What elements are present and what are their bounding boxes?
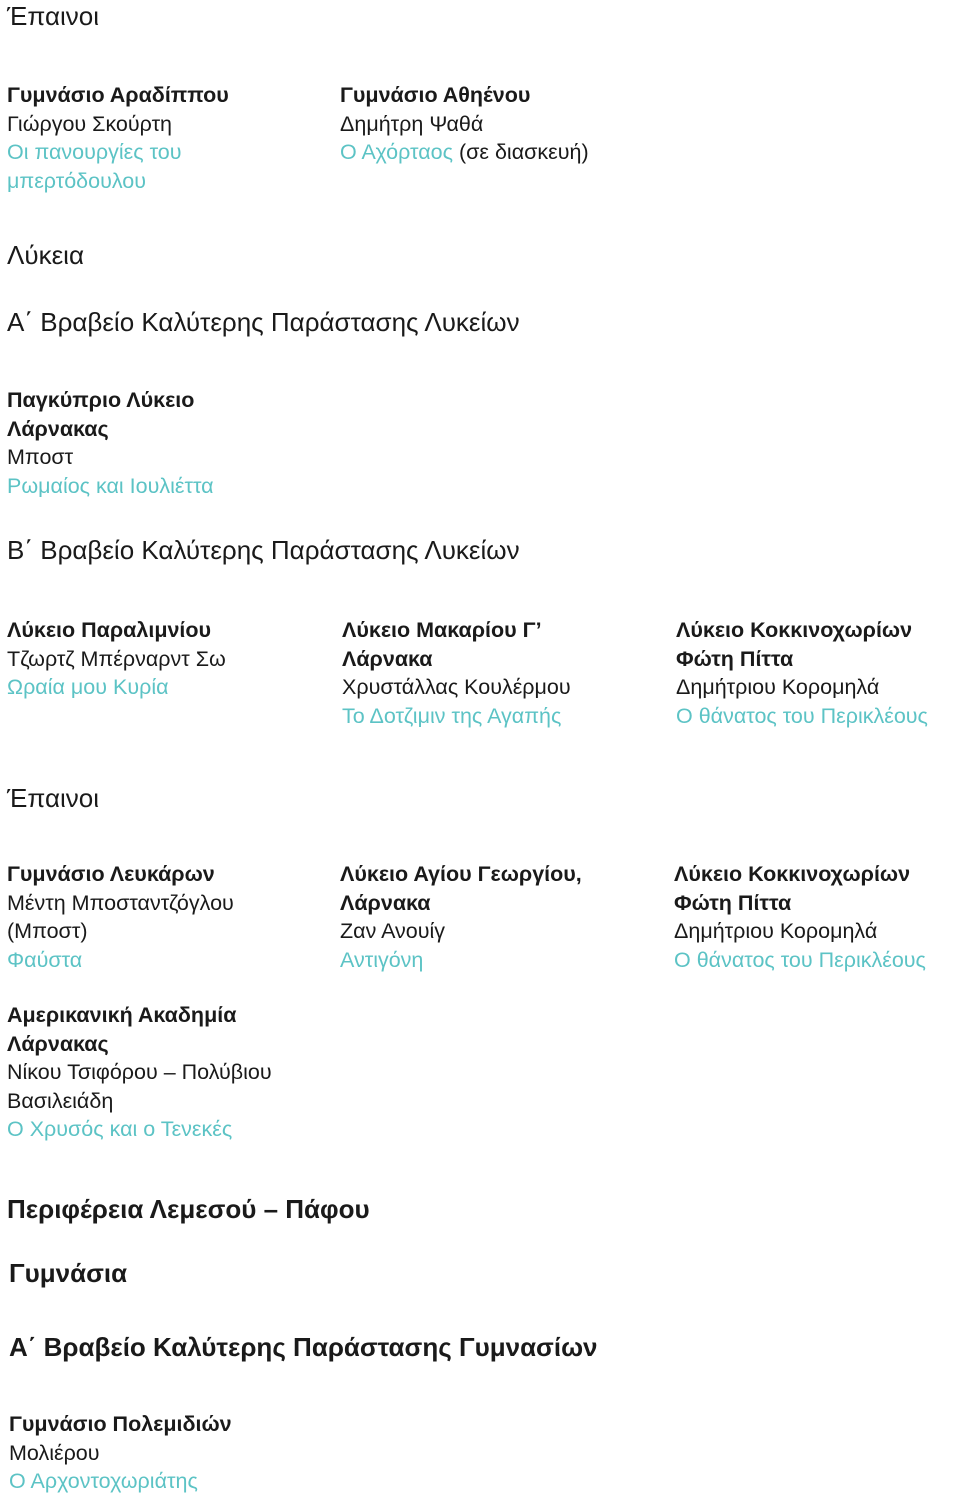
heading-a-award-gymnasia: Α΄ Βραβείο Καλύτερης Παράστασης Γυμνασίων: [9, 1332, 598, 1362]
play-title: μπερτόδουλου: [7, 168, 147, 193]
director-name: Βασιλειάδη: [7, 1088, 114, 1113]
award-entry: [7, 860, 234, 974]
play-title: Ο Χρυσός και ο Τενεκές: [7, 1117, 233, 1141]
director-name: Νίκου Τσιφόρου – Πολύβιου: [7, 1060, 272, 1084]
play-note: (σε διασκευή): [453, 140, 589, 164]
heading-b-award-lykeia: Β΄ Βραβείο Καλύτερης Παράστασης Λυκείων: [7, 535, 520, 565]
school-name: Αμερικανική Ακαδημία: [7, 1003, 237, 1027]
heading-lykeia: Λύκεια: [7, 240, 84, 270]
school-name: Γυμνάσιο Λευκάρων: [7, 862, 215, 886]
award-entry: [7, 1001, 272, 1144]
school-name: Παγκύπριο Λύκειο: [7, 388, 195, 412]
director-name: Μολιέρου: [9, 1440, 100, 1465]
director-name: Δημήτριου Κορομηλά: [676, 675, 880, 699]
director-name: Γιώργου Σκούρτη: [7, 111, 173, 136]
award-entry: [674, 860, 926, 974]
heading-a-award-lykeia: Α΄ Βραβείο Καλύτερης Παράστασης Λυκείων: [7, 307, 520, 337]
play-title: Ρωμαίος και Ιουλιέττα: [7, 473, 214, 498]
heading-epainoi: Έπαινοι: [7, 1, 100, 31]
award-entry: [9, 1410, 232, 1496]
play-title: Ο θάνατος του Περικλέους: [674, 947, 926, 972]
heading-region: Περιφέρεια Λεμεσού – Πάφου: [7, 1194, 370, 1224]
award-entry: [7, 386, 214, 500]
school-city: Λάρνακα: [342, 646, 433, 671]
play-title: Το Δοτζιμιν της Αγαπής: [342, 703, 562, 728]
heading-epainoi: Έπαινοι: [7, 783, 100, 813]
award-entry: [340, 81, 589, 167]
school-city: Λάρνακας: [7, 1031, 109, 1056]
play-title: Αντιγόνη: [340, 947, 424, 972]
play-title: Ωραία μου Κυρία: [7, 675, 169, 699]
school-name-line2: Φώτη Πίττα: [674, 890, 792, 915]
award-entry: [7, 81, 229, 195]
play-title: Ο Αχόρταος: [340, 140, 453, 164]
director-name: Δημήτριου Κορομηλά: [674, 919, 878, 943]
school-city: Λάρνακα: [340, 890, 431, 915]
school-name-line2: Φώτη Πίττα: [676, 646, 794, 671]
director-name: Δημήτρη Ψαθά: [340, 111, 484, 136]
director-name: Μέντη Μποσταντζόγλου: [7, 890, 234, 915]
school-name: Λύκειο Παραλιμνίου: [7, 618, 212, 642]
award-entry: [7, 616, 226, 702]
school-name: Λύκειο Κοκκινοχωρίων: [674, 862, 911, 886]
award-entry: [676, 616, 928, 730]
play-title: Οι πανουργίες του: [7, 140, 182, 164]
award-entry: [342, 616, 571, 730]
play-title: Ο Αρχοντοχωριάτης: [9, 1469, 198, 1493]
school-name: Γυμνάσιο Αραδίππου: [7, 83, 229, 107]
director-name: Χρυστάλλας Κουλέρμου: [342, 675, 571, 699]
school-name: Λύκειο Μακαρίου Γ’: [342, 618, 542, 642]
award-entry: [340, 860, 582, 974]
school-name: Λύκειο Κοκκινοχωρίων: [676, 618, 913, 642]
director-name: Τζωρτζ Μπέρναρντ Σω: [7, 646, 226, 671]
director-name: Μποστ: [7, 445, 74, 469]
school-name: Γυμνάσιο Πολεμιδιών: [9, 1412, 232, 1436]
director-name: Ζαν Ανουίγ: [340, 919, 446, 943]
school-city: Λάρνακας: [7, 416, 109, 441]
play-title: Φαύστα: [7, 947, 83, 972]
heading-gymnasia: Γυμνάσια: [9, 1258, 128, 1288]
school-name: Γυμνάσιο Αθηένου: [340, 83, 531, 107]
director-name: (Μποστ): [7, 919, 88, 943]
play-title: Ο θάνατος του Περικλέους: [676, 703, 928, 728]
school-name: Λύκειο Αγίου Γεωργίου,: [340, 862, 582, 886]
